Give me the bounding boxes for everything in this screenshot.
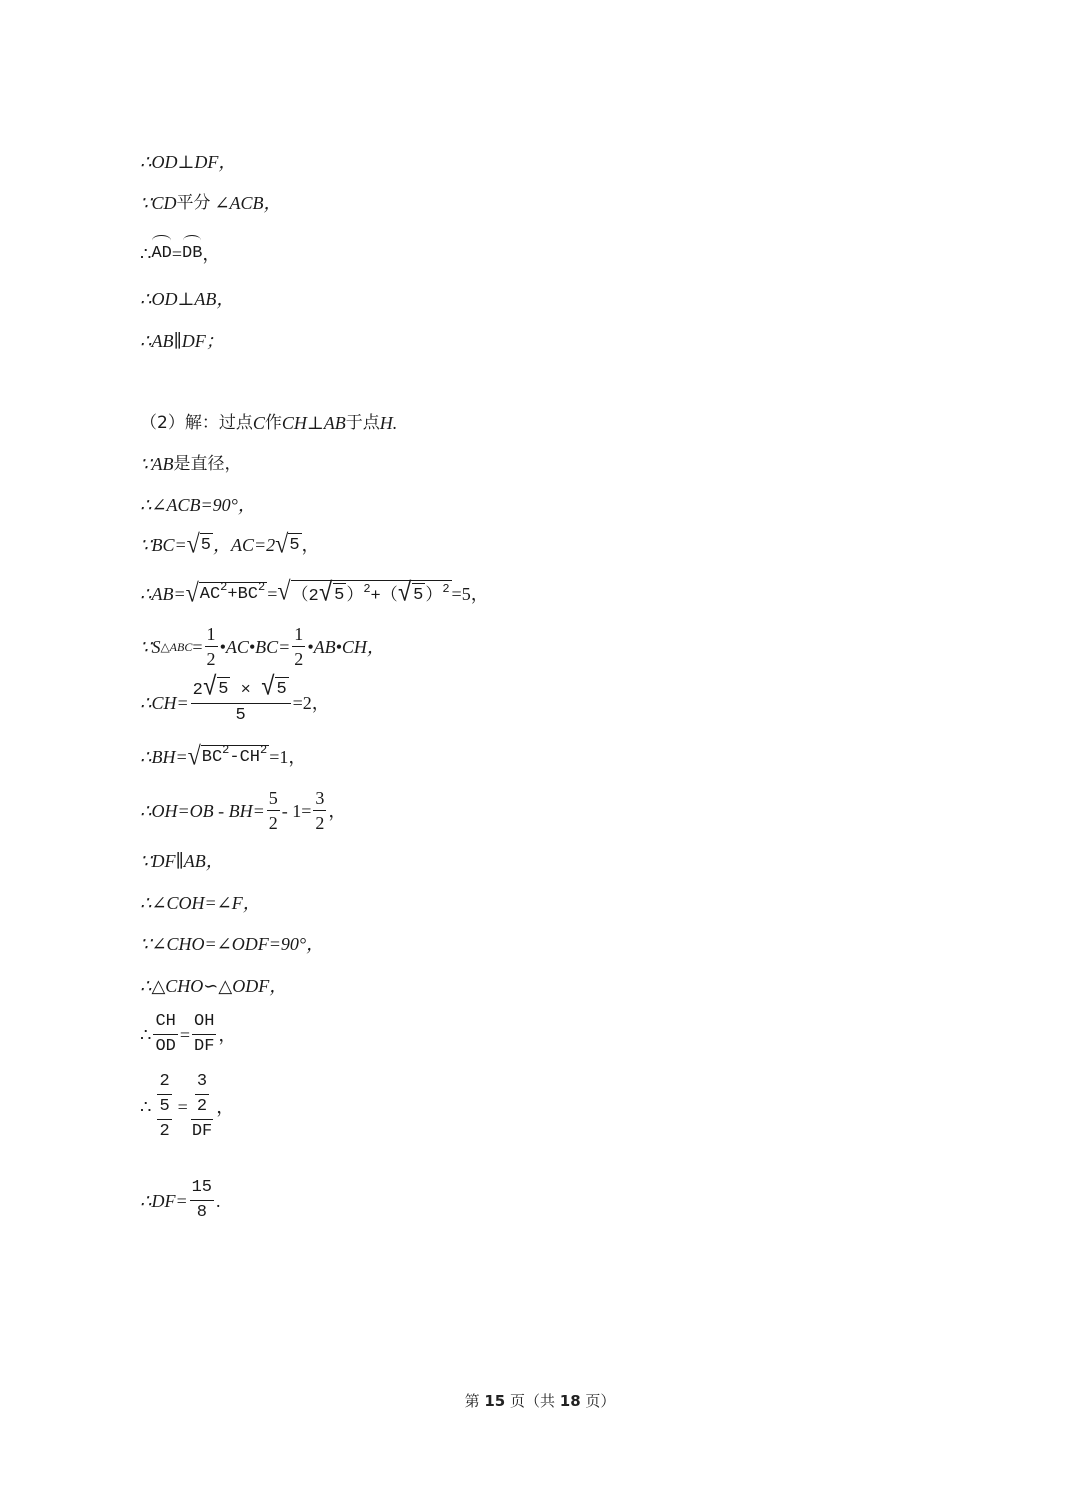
proof-line-cd-bisects: ∵CD 平分 ∠ACB， — [140, 193, 282, 213]
proof-line-ab-parallel-df: ∴AB∥DF； — [140, 331, 224, 351]
fraction: $\frac{2}{\frac{5}{2}}$ — [159, 1072, 170, 1141]
fraction: $\frac{3}{2}$ — [315, 788, 325, 833]
fraction: $\frac{CH}{OD}$ — [155, 1012, 176, 1056]
proof-line-bh-value: ∴BH= √ $BC^2-CH^2$ =1， — [140, 742, 307, 772]
proof-line-substituted-ratio: ∴ $\frac{2}{\frac{5}{2}}$ = $\frac{\frac{3}{2}}{DF}$ ， — [140, 1070, 234, 1144]
proof-line-angle-cho: ∵∠CHO=∠ODF=90°， — [140, 934, 325, 954]
proof-line-similar-triangles: ∴△CHO∽△ODF， — [140, 976, 288, 996]
sqrt-symbol: √ 5 — [275, 530, 300, 560]
proof-line-od-perp-df: ∴OD⊥DF， — [140, 152, 237, 172]
proof-line-ab-diameter: ∵AB 是直径， — [140, 454, 242, 474]
fraction: $\frac{OH}{DF}$ — [194, 1012, 215, 1056]
proof-line-df-parallel-ab: ∵DF∥AB， — [140, 851, 224, 871]
fraction: $\frac{1}{2}$ — [294, 624, 304, 669]
arc-ad: AD — [151, 242, 171, 266]
proof-line-arc-equal: ∴ AD = DB ， — [140, 244, 221, 264]
fraction: 2 √ 5 × √ 5 5 — [191, 677, 291, 728]
arc-db: DB — [182, 242, 202, 266]
proof-line-angle-acb: ∴∠ACB=90°， — [140, 495, 256, 515]
proof-line-od-perp-ab: ∴OD⊥AB， — [140, 289, 235, 309]
proof-line-ab-length: ∴AB= √ $AC^2+BC^2$ = √ （2 √ 5 ）$^2$+（ √ 5 ）$^2$ =5， — [140, 577, 489, 610]
proof-line-df-result: ∴DF= $\frac{15}{8}$ . — [140, 1176, 221, 1225]
sqrt-symbol: √ $AC^2+BC^2$ — [185, 579, 266, 608]
fraction: $\frac{5}{2}$ — [268, 788, 278, 833]
proof-line-angle-coh: ∴∠COH=∠F， — [140, 893, 261, 913]
proof-line-bc-ac-values: ∵BC= √ 5 ，AC=2 √ 5 ， — [140, 530, 320, 560]
proof-line-ch-value: ∴CH= 2 √ 5 × √ 5 5 =2， — [140, 677, 330, 728]
page-footer: 第 15 页（共 18 页） — [464, 1392, 616, 1410]
fraction: $\frac{15}{8}$ — [191, 1178, 212, 1222]
sqrt-symbol: √ （2 √ 5 ）$^2$+（ √ 5 ）$^2$ — [277, 577, 450, 610]
fraction: $\frac{1}{2}$ — [206, 624, 216, 669]
solution-intro: （2）解：过点 C 作 CH⊥AB 于点 H. — [140, 413, 398, 433]
proof-line-ratio: ∴ $\frac{CH}{OD}$ = $\frac{OH}{DF}$ ， — [140, 1010, 236, 1059]
sqrt-symbol: √ 5 — [186, 530, 211, 560]
proof-line-oh-value: ∴OH=OB - BH= $\frac{5}{2}$ - 1= $\frac{3}{2}$ ， — [140, 788, 347, 833]
sqrt-symbol: √ $BC^2-CH^2$ — [187, 742, 268, 772]
proof-line-area-abc: ∵S △ABC = $\frac{1}{2}$ •AC•BC= $\frac{1}{2}$ •AB•CH， — [140, 624, 385, 669]
fraction: $\frac{\frac{3}{2}}{DF}$ — [191, 1072, 213, 1141]
